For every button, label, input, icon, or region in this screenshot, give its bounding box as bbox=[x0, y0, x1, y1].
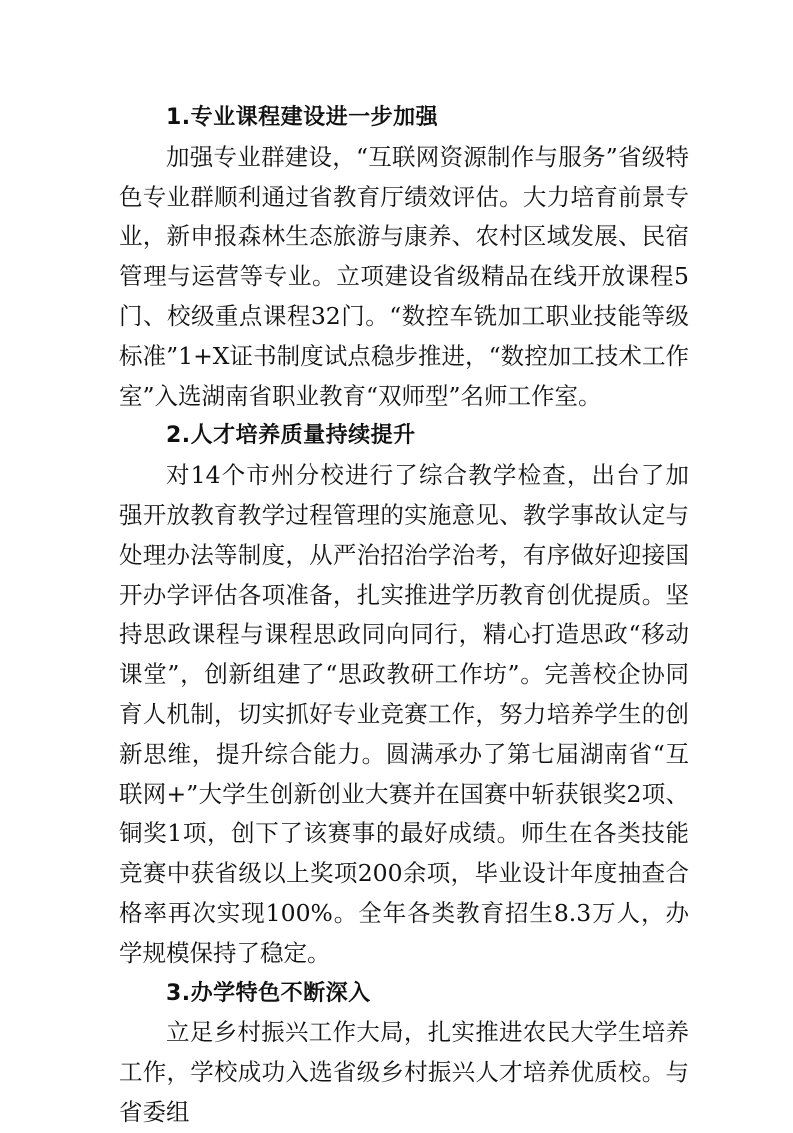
section-heading-1: 1.专业课程建设进一步加强 bbox=[166, 105, 439, 130]
document-body bbox=[119, 98, 689, 1133]
section-paragraph-3: 立足乡村振兴工作大局，扎实推进农民大学生培养工作，学校成功入选省级乡村振兴人才培养优质校。与省委组 bbox=[119, 1018, 689, 1126]
section-paragraph-2: 对14个市州分校进行了综合教学检查，出台了加强开放教育教学过程管理的实施意见、教学事故认定与处理办法等制度，从严治招治学治考，有序做好迎接国开办学评估各项准备，扎实推进学历教育创优提质。坚持思政课程与课程思政同向同行，精心打造思政“移动课堂”，创新组建了“思政教研工作坊”。完善校企协同育人机制，切实抓好专业竞赛工作，努力培养学生的创新思维，提升综合能力。圆满承办了第七届湖南省“互联网+”大学生创新创业大赛并在国赛中斩获银奖2项、铜奖1项，创下了该赛事的最好成绩。师生在各类技能竞赛中获省级以上奖项200余项，毕业设计年度抽查合格率再次实现100%。全年各类教育招生8.3万人，办学规模保持了稳定。 bbox=[119, 461, 689, 967]
section-heading-2: 2.人才培养质量持续提升 bbox=[166, 423, 416, 449]
section-heading-3: 3.办学特色不断深入 bbox=[166, 980, 371, 1006]
section-paragraph-1: 加强专业群建设，“互联网资源制作与服务”省级特色专业群顺利通过省教育厅绩效评估。大力培育前景专业，新申报森林生态旅游与康养、农村区域发展、民宿管理与运营等专业。立项建设省级精品在线开放课程5门、校级重点课程32门。“数控车铣加工职业技能等级标准”1+X证书制度试点稳步推进，“数控加工技术工作室”入选湖南省职业教育“双师型”名师工作室。 bbox=[119, 142, 689, 410]
